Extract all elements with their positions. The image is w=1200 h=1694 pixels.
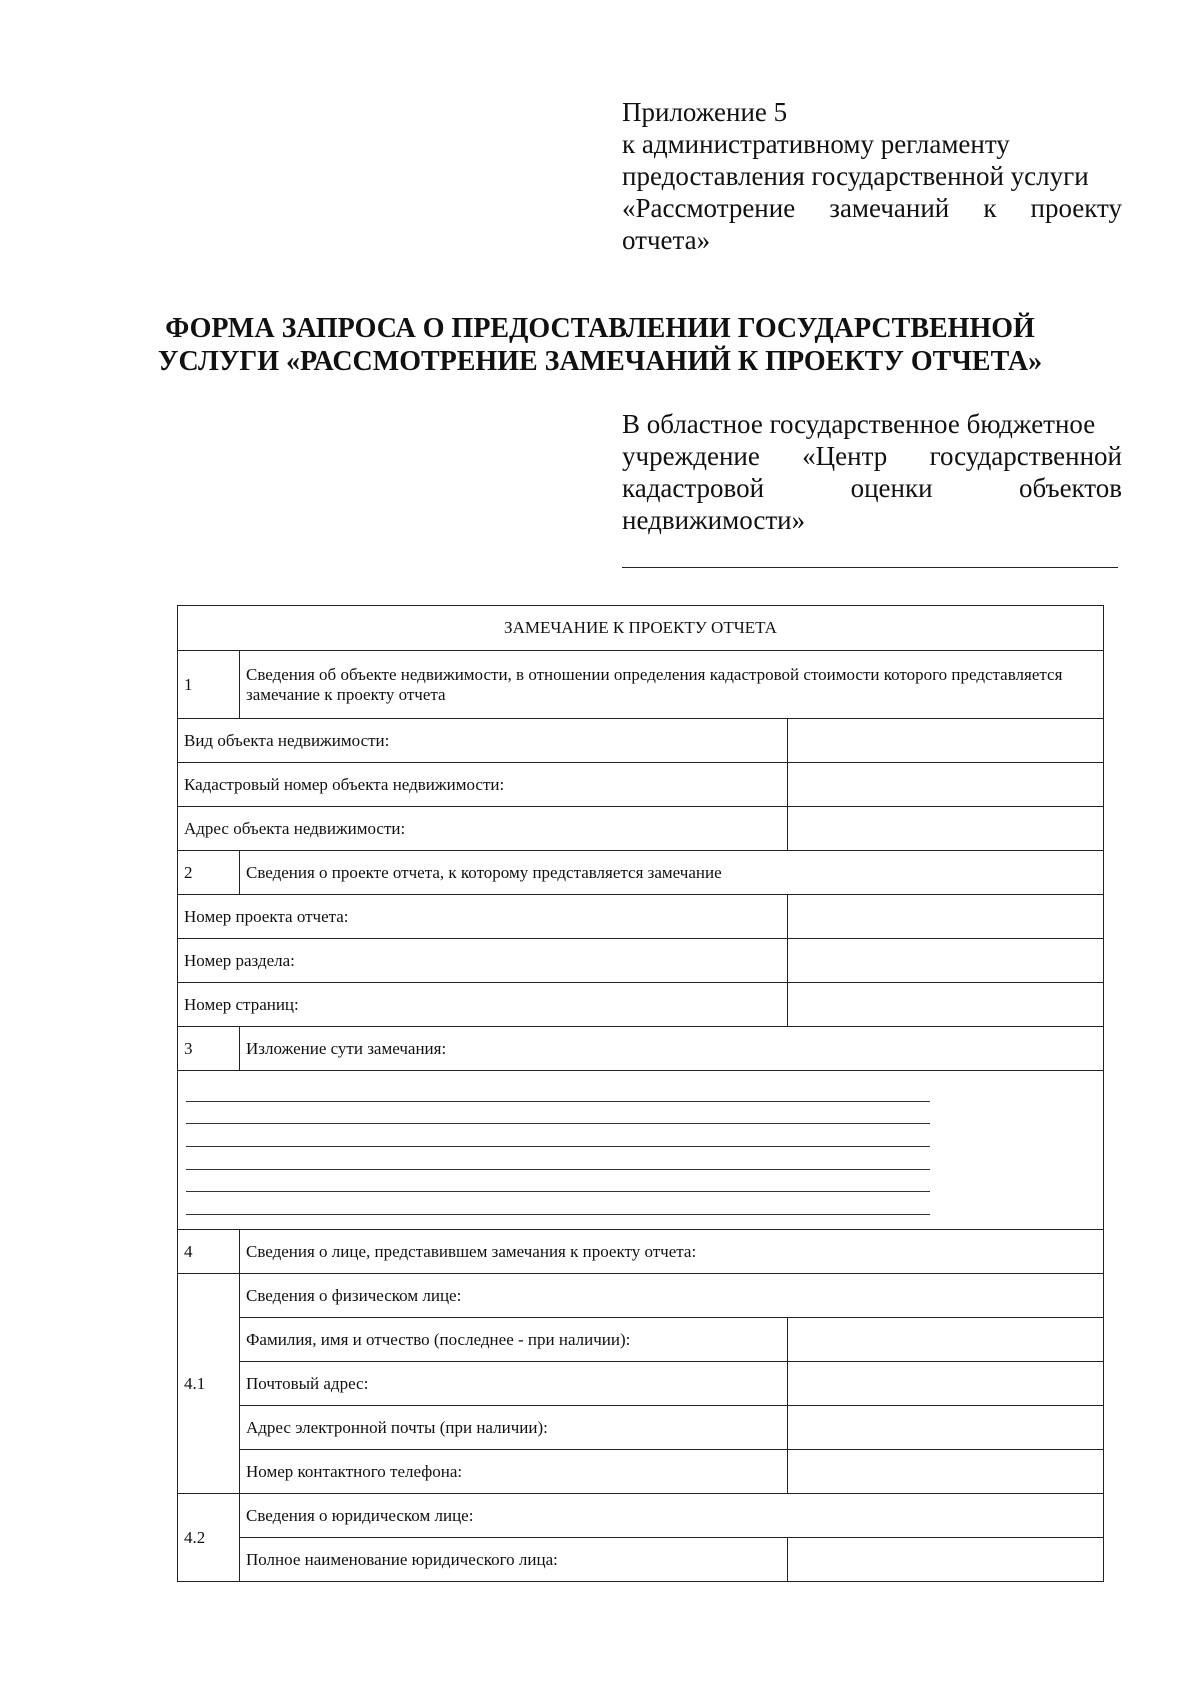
report-number-row <box>178 895 1104 939</box>
object-address-label: Адрес объекта недвижимости: <box>178 807 788 851</box>
section-number-label: Номер раздела: <box>178 939 788 983</box>
individual-name-field[interactable] <box>788 1318 1104 1362</box>
signature-line <box>622 567 1118 568</box>
email-row <box>178 1406 1104 1450</box>
section-1-title: Сведения об объекте недвижимости, в отношении определения кадастровой стоимости которого представляется замечание к проекту отчета <box>240 651 1104 719</box>
section-4-title: Сведения о лице, представившем замечания к проекту отчета: <box>240 1230 1104 1274</box>
cadastral-number-field[interactable] <box>788 763 1104 807</box>
individual-name-row <box>178 1318 1104 1362</box>
appendix-line-4: «Рассмотрение замечаний к проекту <box>622 193 1122 223</box>
legal-title-row <box>178 1494 1104 1538</box>
essence-line <box>186 1101 930 1102</box>
legal-title: Сведения о юридическом лице: <box>240 1494 1104 1538</box>
form-title <box>120 312 1080 378</box>
phone-field[interactable] <box>788 1450 1104 1494</box>
section-4-2-number: 4.2 <box>178 1494 240 1582</box>
section-3-number: 3 <box>178 1027 240 1071</box>
section-1-number: 1 <box>178 651 240 719</box>
recipient-line-3: кадастровой оценки объектов <box>622 473 1122 503</box>
recipient-line-1: В областное государственное бюджетное <box>622 409 1096 439</box>
remark-essence-row <box>178 1071 1104 1230</box>
object-address-row <box>178 807 1104 851</box>
page-numbers-field[interactable] <box>788 983 1104 1027</box>
phone-label: Номер контактного телефона: <box>240 1450 788 1494</box>
appendix-line-1: Приложение 5 <box>622 97 788 127</box>
object-type-row <box>178 719 1104 763</box>
remark-form-table <box>177 605 1104 1582</box>
form-header-row <box>178 606 1104 651</box>
recipient-block <box>622 408 1122 536</box>
appendix-header <box>622 96 1122 256</box>
essence-line <box>186 1214 930 1215</box>
legal-name-field[interactable] <box>788 1538 1104 1582</box>
section-2-row <box>178 851 1104 895</box>
cadastral-number-row <box>178 763 1104 807</box>
section-2-number: 2 <box>178 851 240 895</box>
form-title-line-2: УСЛУГИ «РАССМОТРЕНИЕ ЗАМЕЧАНИЙ К ПРОЕКТУ ОТЧЕТА» <box>157 346 1043 377</box>
appendix-line-5: отчета» <box>622 225 711 255</box>
appendix-line-2: к административному регламенту <box>622 129 1010 159</box>
section-2-title: Сведения о проекте отчета, к которому представляется замечание <box>240 851 1104 895</box>
recipient-line-2: учреждение «Центр государственной <box>622 441 1122 471</box>
section-4-1-number: 4.1 <box>178 1274 240 1494</box>
section-4-number: 4 <box>178 1230 240 1274</box>
essence-line <box>186 1191 930 1192</box>
essence-line <box>186 1169 930 1170</box>
individual-title: Сведения о физическом лице: <box>240 1274 1104 1318</box>
page-numbers-label: Номер страниц: <box>178 983 788 1027</box>
individual-title-row <box>178 1274 1104 1318</box>
recipient-line-4: недвижимости» <box>622 505 806 535</box>
legal-name-label: Полное наименование юридического лица: <box>240 1538 788 1582</box>
object-type-label: Вид объекта недвижимости: <box>178 719 788 763</box>
individual-name-label: Фамилия, имя и отчество (последнее - при наличии): <box>240 1318 788 1362</box>
postal-address-label: Почтовый адрес: <box>240 1362 788 1406</box>
report-number-field[interactable] <box>788 895 1104 939</box>
essence-line <box>186 1146 930 1147</box>
form-header: ЗАМЕЧАНИЕ К ПРОЕКТУ ОТЧЕТА <box>178 606 1104 651</box>
section-3-title: Изложение сути замечания: <box>240 1027 1104 1071</box>
section-number-row <box>178 939 1104 983</box>
essence-line <box>186 1123 930 1124</box>
report-number-label: Номер проекта отчета: <box>178 895 788 939</box>
object-type-field[interactable] <box>788 719 1104 763</box>
section-4-row <box>178 1230 1104 1274</box>
page-numbers-row <box>178 983 1104 1027</box>
form-title-line-1: ФОРМА ЗАПРОСА О ПРЕДОСТАВЛЕНИИ ГОСУДАРСТВЕННОЙ <box>165 313 1035 344</box>
postal-address-row <box>178 1362 1104 1406</box>
email-label: Адрес электронной почты (при наличии): <box>240 1406 788 1450</box>
section-3-row <box>178 1027 1104 1071</box>
postal-address-field[interactable] <box>788 1362 1104 1406</box>
object-address-field[interactable] <box>788 807 1104 851</box>
phone-row <box>178 1450 1104 1494</box>
section-number-field[interactable] <box>788 939 1104 983</box>
email-field[interactable] <box>788 1406 1104 1450</box>
section-1-row <box>178 651 1104 719</box>
cadastral-number-label: Кадастровый номер объекта недвижимости: <box>178 763 788 807</box>
legal-name-row <box>178 1538 1104 1582</box>
remark-essence-field[interactable] <box>178 1071 1104 1230</box>
appendix-line-3: предоставления государственной услуги <box>622 161 1089 191</box>
